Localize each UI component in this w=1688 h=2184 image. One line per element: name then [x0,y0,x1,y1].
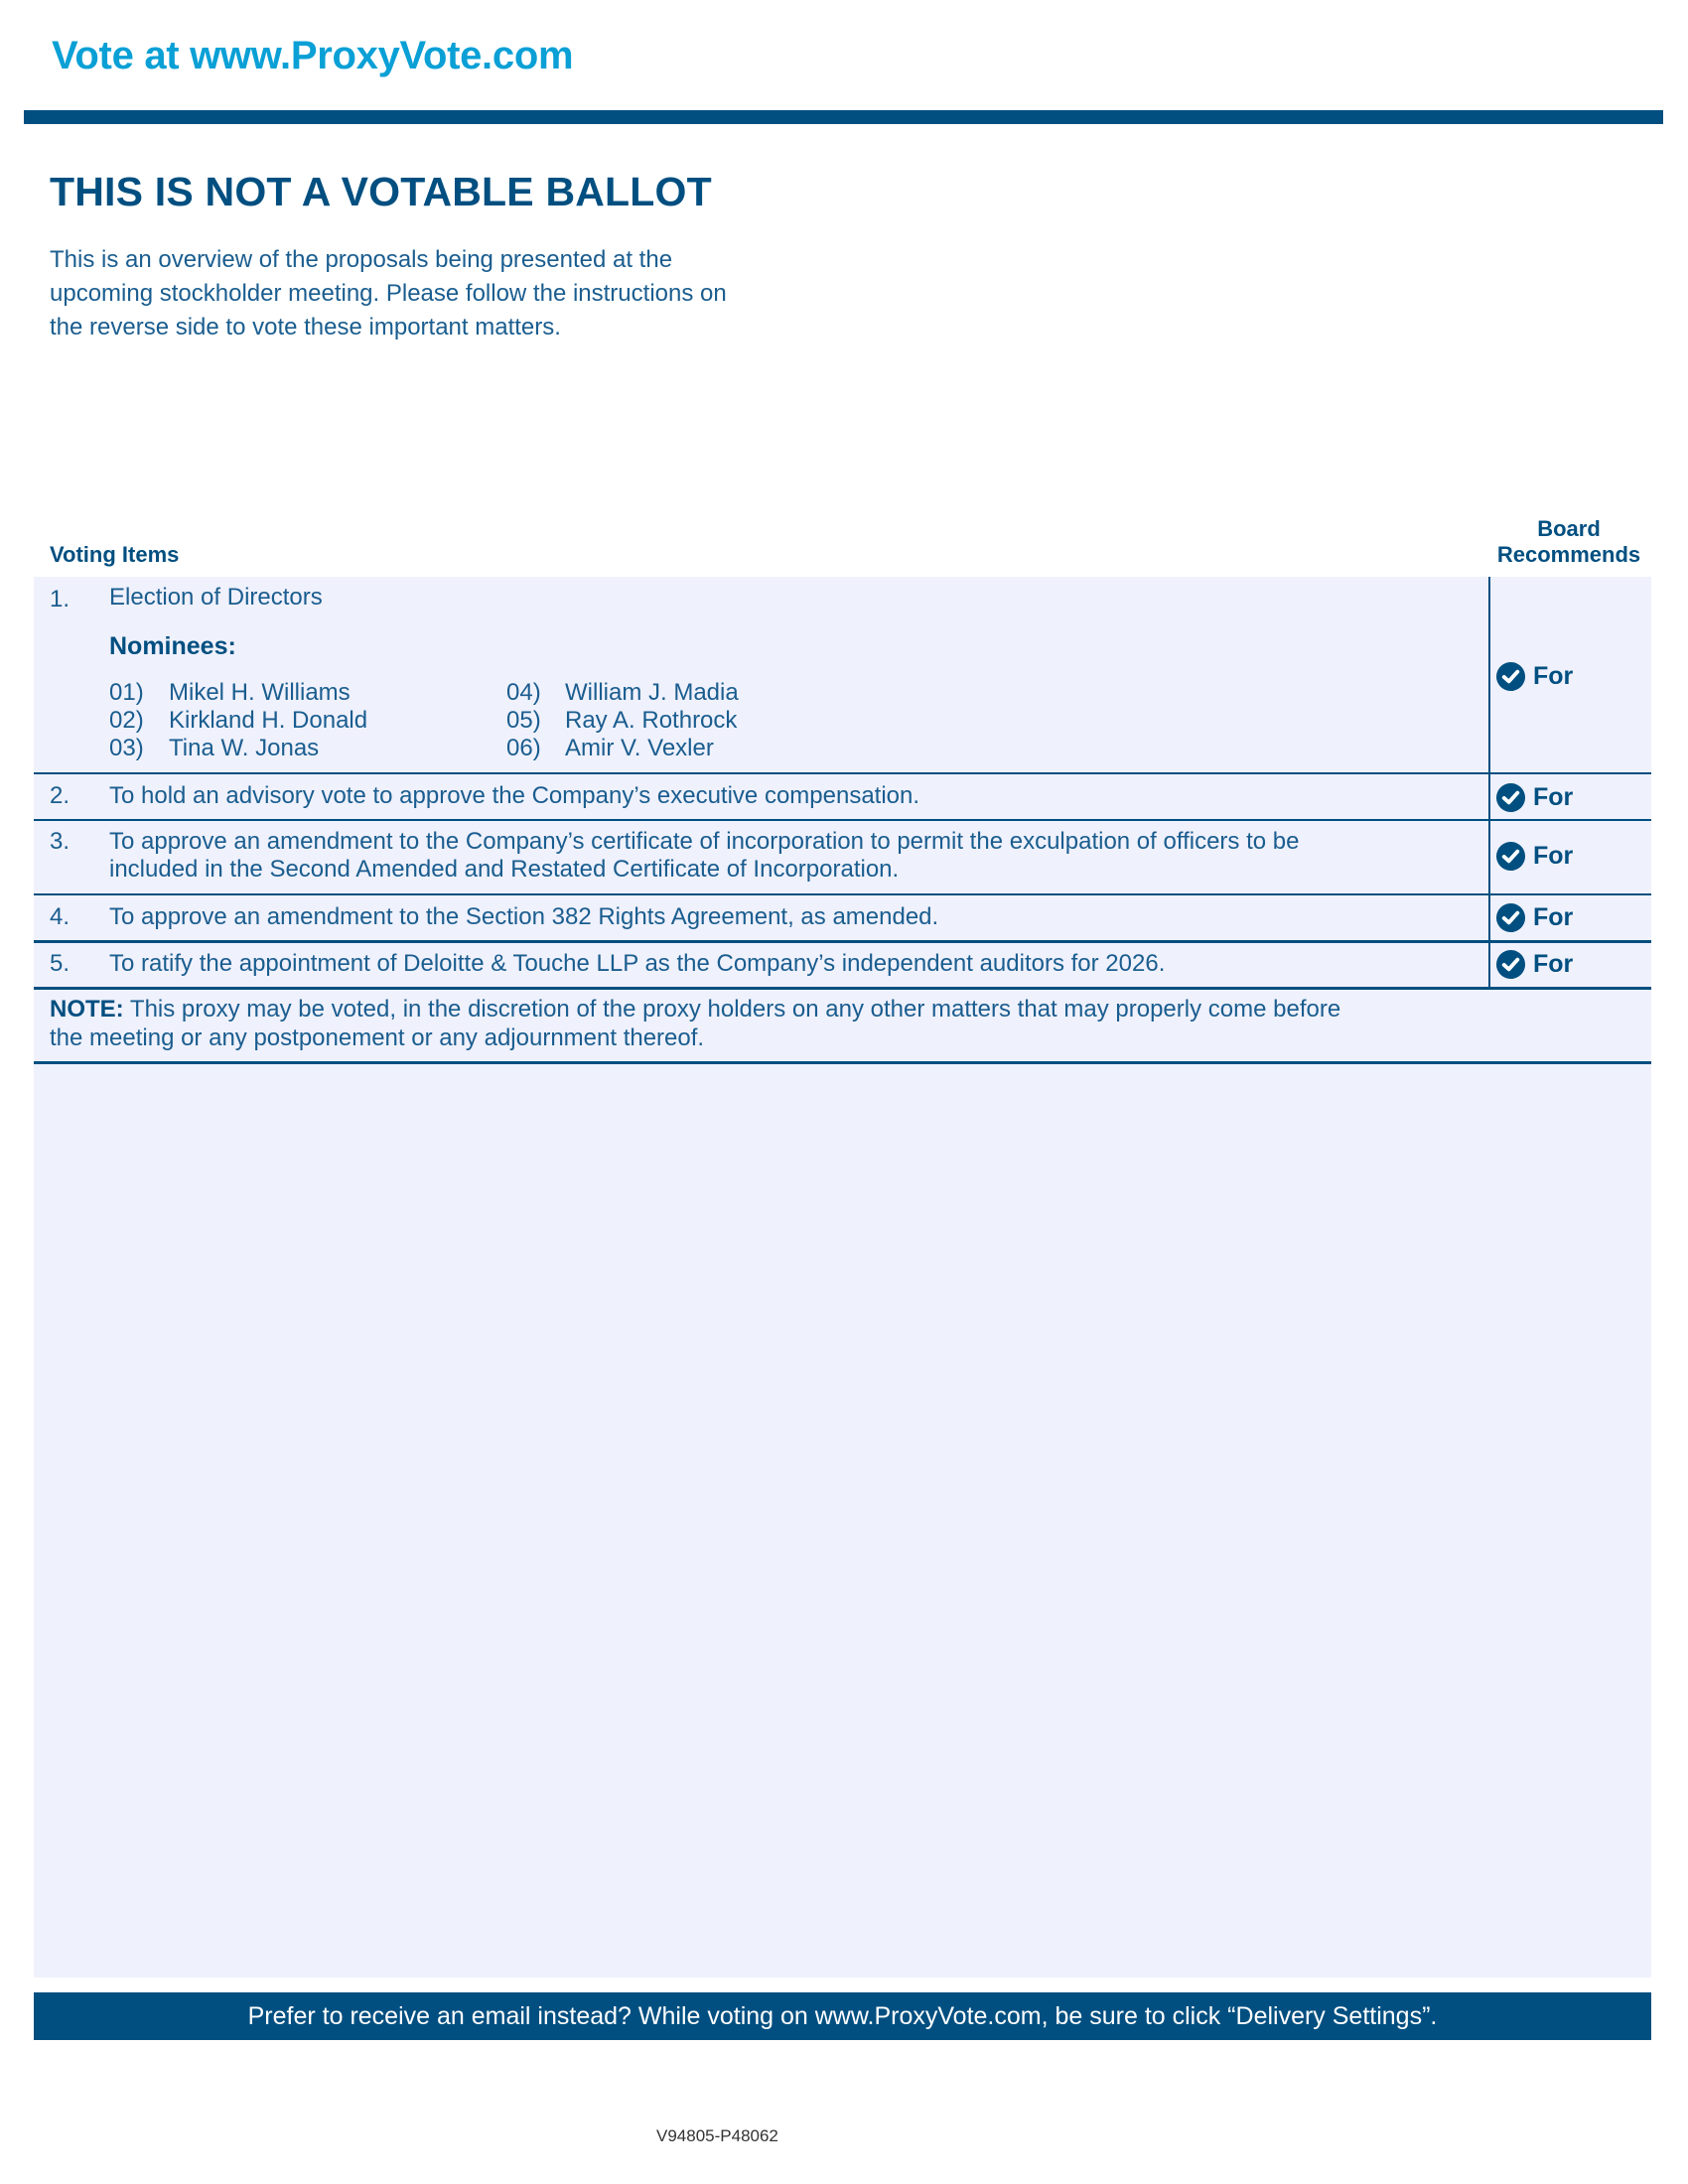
item-number: 4. [50,903,70,930]
nominee [109,735,144,762]
item-number: 1. [50,586,70,613]
recommendation-for [1495,948,1573,980]
board-recommends-header [1487,516,1650,568]
intro-line: the reverse side to vote these important matters. [50,314,561,341]
recommendation-for [1495,781,1573,813]
check-circle-icon [1495,841,1526,872]
nominee-number: 03) [109,735,144,761]
item-number: 5. [50,950,70,977]
nominee-name: Amir V. Vexler [565,735,714,761]
nominee-name: Kirkland H. Donald [169,707,368,734]
item-text: Election of Directors [109,584,323,611]
recommendation-label: For [1533,949,1574,978]
intro-line: upcoming stockholder meeting. Please follow the instructions on [50,280,727,307]
note-divider [34,1061,1651,1064]
nominee-name: Mikel H. Williams [169,679,351,706]
row-divider [34,893,1651,895]
nominee-number: 04) [506,679,541,706]
email-delivery-banner [34,1992,1651,2040]
item-text: To approve an amendment to the Company’s certificate of incorporation to permit the exculpation of officers to be [109,828,1300,855]
recommendation-label: For [1533,841,1574,870]
nominee-number: 06) [506,735,541,761]
proxyvote-link[interactable]: Vote at www.ProxyVote.com [52,34,574,77]
recommendation-label: For [1533,661,1574,690]
nominee-name: Tina W. Jonas [169,735,320,761]
page-title: THIS IS NOT A VOTABLE BALLOT [50,169,712,214]
check-circle-icon [1495,782,1526,813]
row-divider [34,772,1651,774]
note-label: NOTE: [50,996,124,1023]
nominee [506,679,541,707]
item-text: included in the Second Amended and Restated Certificate of Incorporation. [109,856,900,883]
note-text: This proxy may be voted, in the discretion of the proxy holders on any other matters that may properly come before [123,996,1341,1023]
nominee [109,707,144,735]
nominee [506,707,541,735]
proxy-note [50,995,1489,1052]
nominee-name: Ray A. Rothrock [565,707,738,734]
row-divider [34,987,1651,990]
board-recommends-line2: Recommends [1496,542,1641,567]
nominee-name: William J. Madia [565,679,739,706]
recommendation-label: For [1533,902,1574,931]
recommendation-for [1495,901,1573,933]
voting-items-header: Voting Items [50,542,180,567]
recommendation-for [1495,660,1573,692]
item-text: To ratify the appointment of Deloitte & Touche LLP as the Company’s independent auditors for 2026. [109,950,1166,977]
item-number: 3. [50,828,70,855]
check-circle-icon [1495,949,1526,980]
nominee-number: 01) [109,679,144,706]
banner-text: Prefer to receive an email instead? While voting on www.ProxyVote.com, be sure to click “Delivery Settings”. [247,2001,1438,2030]
recommendation-label: For [1533,782,1574,811]
item-text: To hold an advisory vote to approve the Company’s executive compensation. [109,782,920,809]
item-number: 2. [50,782,70,809]
row-divider [34,819,1651,821]
nominee [506,735,541,762]
row-divider [34,940,1651,943]
check-circle-icon [1495,661,1526,692]
note-text: the meeting or any postponement or any adjournment thereof. [50,1024,705,1051]
nominee [109,679,144,707]
header-divider [24,110,1663,124]
item-text: To approve an amendment to the Section 382 Rights Agreement, as amended. [109,903,939,930]
column-divider [1488,577,1490,988]
board-recommends-line1: Board [1537,516,1601,541]
nominee-number: 05) [506,707,541,734]
check-circle-icon [1495,902,1526,933]
document-code: V94805-P48062 [656,2126,778,2145]
nominees-label: Nominees: [109,632,236,660]
nominee-number: 02) [109,707,144,734]
intro-line: This is an overview of the proposals being presented at the [50,246,673,273]
recommendation-for [1495,840,1573,872]
intro-text [50,243,844,344]
